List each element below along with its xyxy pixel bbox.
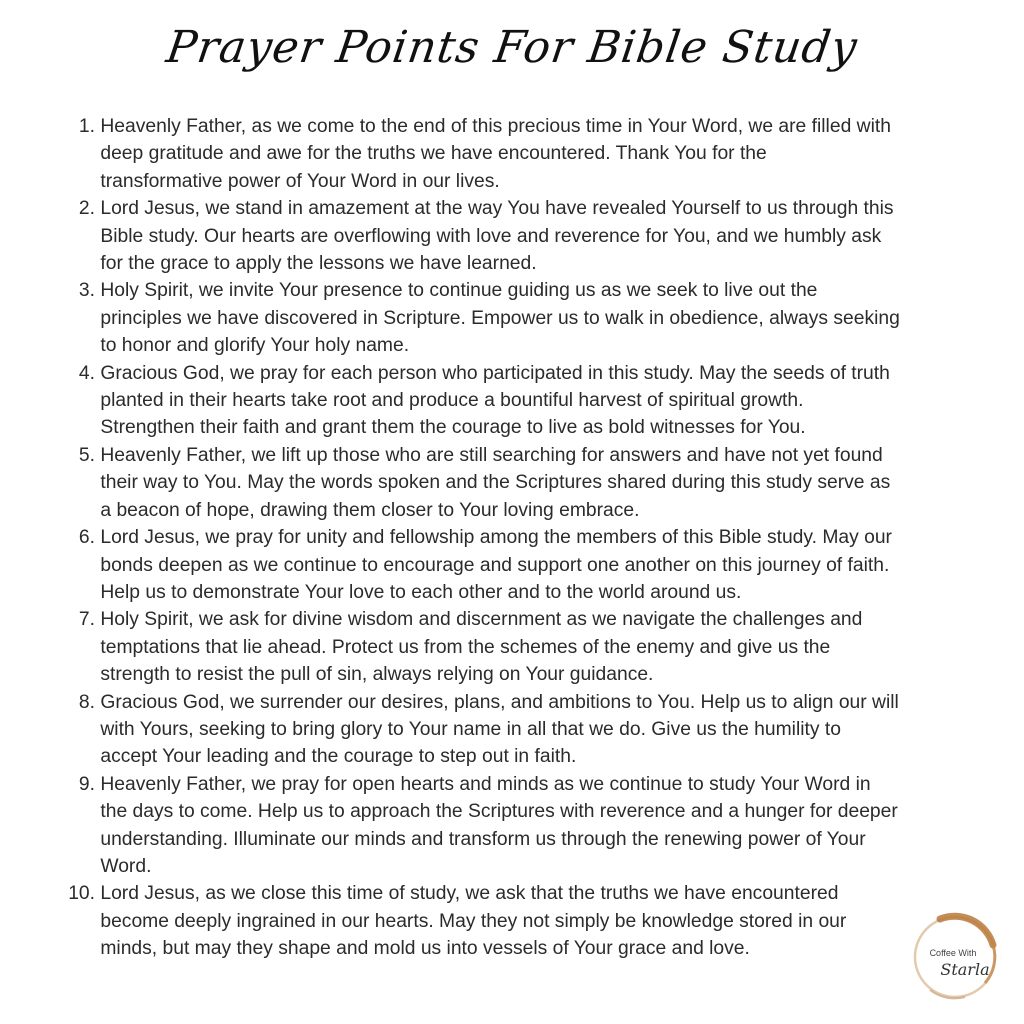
prayer-text: Lord Jesus, we stand in amazement at the way You have revealed Yourself to us through this Bible study. Our hearts are overflowing with love and reverence for You, and we humbly ask for the grace to apply the lessons we have learned. [100,198,894,275]
prayer-text: Heavenly Father, we lift up those who are still searching for answers and have not yet found their way to You. May the words spoken and the Scriptures shared during this study serve as a beacon of hope, drawing them closer to Your loving embrace. [100,444,891,521]
prayer-text: Gracious God, we pray for each person who participated in this study. May the seeds of truth planted in their hearts take root and produce a bountiful harvest of spiritual growth. Strengthen their faith and grant them the courage to live as bold witnesses for You. [100,362,890,439]
prayer-text: Lord Jesus, we pray for unity and fellowship among the members of this Bible study. May our bonds deepen as we continue to encourage and support one another on this journey of faith. Help us to demonstrate Your love to each other and to the world around us. [100,527,892,603]
prayer-text: Gracious God, we surrender our desires, plans, and ambitions to You. Help us to align our will with Yours, seeking to bring glory to Your name in all that we do. Give us the humility to accept Your leading and the courage to step out in faith. [100,691,899,768]
prayer-item [58,195,978,277]
prayer-number: 6. [78,527,95,549]
prayer-item [58,880,978,962]
prayer-number: 7. [78,609,95,631]
prayer-number: 8. [78,691,95,713]
prayer-item [58,442,978,524]
prayer-number: 10. [68,883,95,905]
prayer-number: 1. [78,116,95,137]
prayer-list [58,113,978,963]
prayer-item [58,771,978,881]
prayer-item [58,113,978,195]
prayer-item [58,277,978,359]
prayer-item [58,689,978,771]
prayer-text: Holy Spirit, we ask for divine wisdom and discernment as we navigate the challenges and temptations that lie ahead. Protect us from the schemes of the enemy and give us the strength to resist the pull of sin, always relying on Your guidance. [100,609,863,686]
prayer-text: Heavenly Father, as we come to the end of this precious time in Your Word, we are filled with deep gratitude and awe for the truths we have encountered. Thank You for the transformative power of Your Word in our lives. [100,116,891,192]
prayer-number: 3. [78,280,95,302]
prayer-item [58,524,978,606]
prayer-text: Holy Spirit, we invite Your presence to continue guiding us as we seek to live out the principles we have discovered in Scripture. Empower us to walk in obedience, always seeking to honor and glorify Your holy name. [100,280,900,357]
logo-text-starla: Starla [940,960,990,979]
prayer-number: 5. [78,444,95,466]
page-title: Prayer Points For Bible Study [163,22,861,73]
prayer-number: 9. [78,773,95,795]
prayer-text: Heavenly Father, we pray for open hearts and minds as we continue to study Your Word in the days to come. Help us to approach the Scriptures with reverence and a hunger for deeper understanding. Illuminate our minds and transform us through the renewing power of Your Word. [100,773,898,877]
prayer-number: 2. [78,198,95,220]
prayer-number: 4. [78,362,95,384]
logo-text-coffee-with: Coffee With [929,948,977,958]
prayer-item [58,606,978,688]
prayer-text: Lord Jesus, as we close this time of study, we ask that the truths we have encountered become deeply ingrained in our hearts. May they not simply be knowledge stored in our minds, but may they shape and mold us into vessels of Your grace and love. [100,883,847,960]
prayer-item [58,360,978,442]
